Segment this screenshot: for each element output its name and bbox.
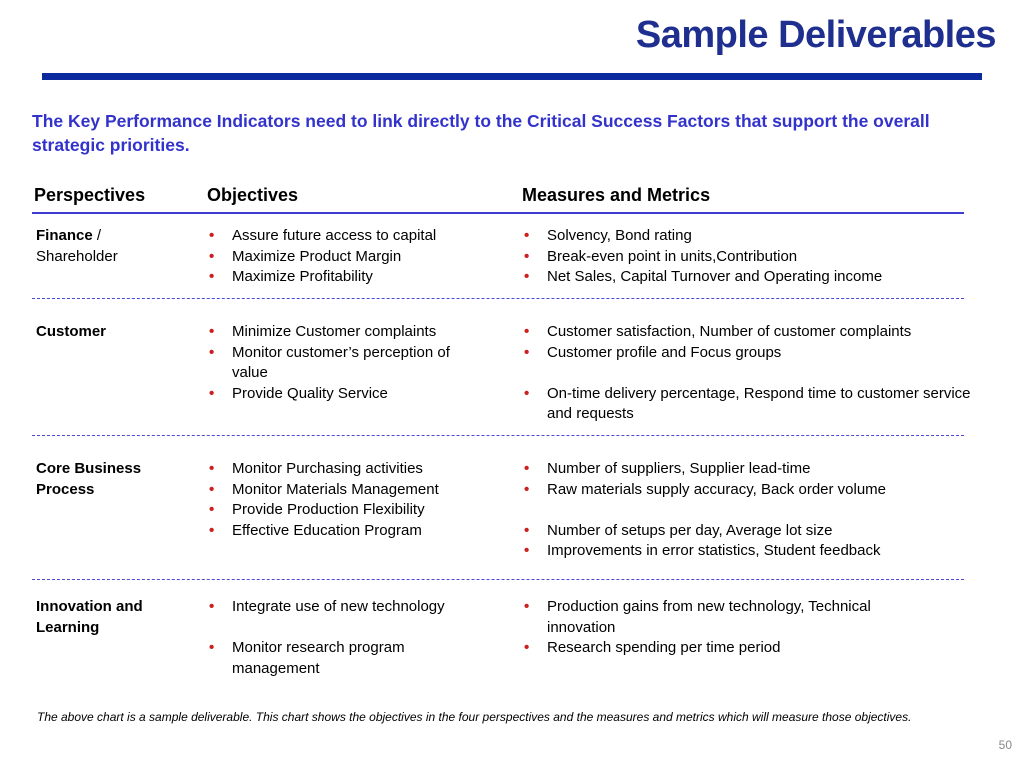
header-perspectives: Perspectives <box>34 185 146 205</box>
objectives-list <box>207 226 497 288</box>
perspective-label <box>36 322 186 343</box>
list-item: • Production gains from new technology, Technical innovation <box>522 597 942 638</box>
list-item: • Monitor customer’s perception of value <box>207 343 477 384</box>
perspective-suffix: / Shareholder <box>36 227 118 265</box>
list-item: • Assure future access to capital <box>207 226 497 247</box>
page-number: 50 <box>998 738 1012 752</box>
header-rule <box>32 212 964 214</box>
list-item: • Integrate use of new technology <box>207 597 487 618</box>
list-item: • Monitor Materials Management <box>207 480 497 501</box>
row-divider <box>32 435 964 436</box>
intro-text: The Key Performance Indicators need to link directly to the Critical Success Factors that support the overall strategic priorities. <box>32 111 930 155</box>
list-item: • Minimize Customer complaints <box>207 322 477 343</box>
row-divider <box>32 298 964 299</box>
list-item: • On-time delivery percentage, Respond time to customer service and requests <box>522 384 982 425</box>
perspective-name: Core Business Process <box>36 460 142 498</box>
list-item: • Maximize Profitability <box>207 267 497 288</box>
objectives-list <box>207 597 487 679</box>
header-measures: Measures and Metrics <box>522 185 711 205</box>
list-item: • Break-even point in units,Contribution <box>522 247 982 268</box>
list-item: • Number of setups per day, Average lot size <box>522 521 982 542</box>
list-item: • Net Sales, Capital Turnover and Operating income <box>522 267 982 288</box>
title-underline <box>42 73 982 80</box>
perspective-name: Innovation and Learning <box>36 598 143 636</box>
footnote: The above chart is a sample deliverable. This chart shows the objectives in the four perspectives and the measures and metrics which will measure those objectives. <box>37 710 912 724</box>
list-item: • Monitor research program management <box>207 638 487 679</box>
header-objectives: Objectives <box>207 185 299 205</box>
list-item: • Maximize Product Margin <box>207 247 497 268</box>
list-item: • Monitor Purchasing activities <box>207 459 497 480</box>
slide-title: Sample Deliverables <box>635 14 996 56</box>
perspective-label <box>36 226 186 267</box>
list-item: • Customer satisfaction, Number of customer complaints <box>522 322 982 343</box>
perspective-label <box>36 597 171 638</box>
measures-list <box>522 226 982 288</box>
list-item: • Solvency, Bond rating <box>522 226 982 247</box>
measures-list <box>522 459 982 562</box>
objectives-list <box>207 322 477 404</box>
measures-list <box>522 322 982 425</box>
list-item: • Provide Quality Service <box>207 384 477 405</box>
measures-list <box>522 597 942 659</box>
list-item: • Number of suppliers, Supplier lead-time <box>522 459 982 480</box>
list-item: • Research spending per time period <box>522 638 942 659</box>
list-item: • Effective Education Program <box>207 521 497 542</box>
list-item: • Customer profile and Focus groups <box>522 343 982 364</box>
row-divider <box>32 579 964 580</box>
perspective-label <box>36 459 166 500</box>
objectives-list <box>207 459 497 541</box>
list-item: • Raw materials supply accuracy, Back order volume <box>522 480 982 501</box>
list-item: • Provide Production Flexibility <box>207 500 497 521</box>
perspective-name: Customer <box>36 323 107 340</box>
list-item: • Improvements in error statistics, Student feedback <box>522 541 982 562</box>
perspective-name: Finance <box>36 227 93 244</box>
